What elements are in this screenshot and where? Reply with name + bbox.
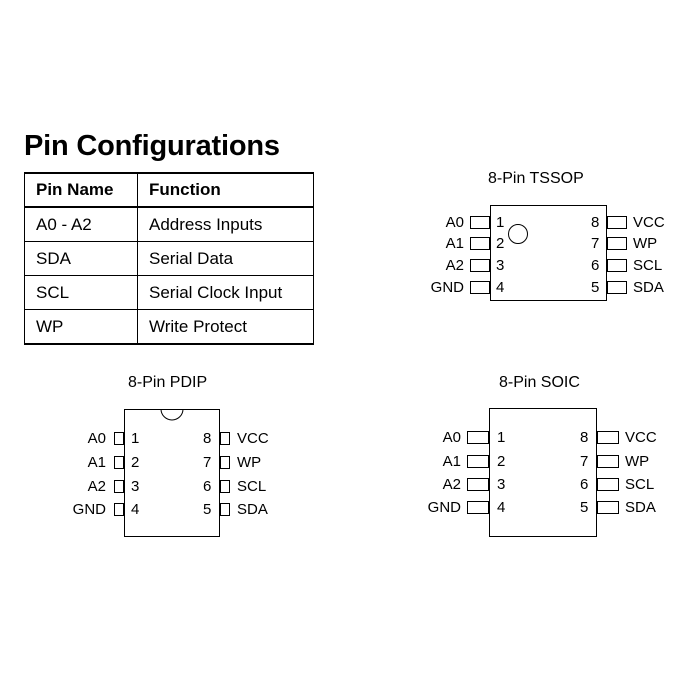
pin-lead xyxy=(470,259,490,272)
table-header-row xyxy=(25,173,314,207)
pin-label-gnd: GND xyxy=(430,279,464,296)
pin-label-vcc: VCC xyxy=(237,430,269,447)
table-cell-pin-name: A0 - A2 xyxy=(25,207,138,242)
pin-label-a1: A1 xyxy=(442,453,461,470)
pdip-title: 8-Pin PDIP xyxy=(128,374,208,391)
pin-label-gnd: GND xyxy=(427,499,461,516)
pin-number: 8 xyxy=(203,430,212,447)
pin-number: 2 xyxy=(131,454,140,471)
pin-lead xyxy=(114,480,124,493)
pin-label-vcc: VCC xyxy=(625,429,657,446)
column-header-pin-name: Pin Name xyxy=(25,173,138,207)
pin-lead xyxy=(597,455,619,468)
pin-lead xyxy=(220,456,230,469)
tssop-title: 8-Pin TSSOP xyxy=(488,170,584,187)
pin-number: 1 xyxy=(497,429,506,446)
pin-number: 6 xyxy=(203,478,212,495)
pin-number: 3 xyxy=(131,478,140,495)
pin-label-a1: A1 xyxy=(445,235,464,252)
pin-lead xyxy=(597,431,619,444)
pin-label-scl: SCL xyxy=(625,476,655,493)
pin-number: 7 xyxy=(580,453,589,470)
soic-title: 8-Pin SOIC xyxy=(499,374,580,391)
pin-label-scl: SCL xyxy=(633,257,663,274)
table-row xyxy=(25,310,314,345)
pin-lead xyxy=(220,432,230,445)
table-cell-function: Serial Data xyxy=(138,242,314,276)
pin-number: 5 xyxy=(580,499,589,516)
pin-number: 3 xyxy=(496,257,505,274)
pin-lead xyxy=(470,237,490,250)
pin-lead xyxy=(607,259,627,272)
pin-lead xyxy=(597,501,619,514)
pin-number: 2 xyxy=(497,453,506,470)
pin-number: 4 xyxy=(497,499,506,516)
pin-number: 1 xyxy=(496,214,505,231)
table-cell-function: Write Protect xyxy=(138,310,314,345)
tssop-chip-body xyxy=(490,205,607,301)
pin-lead xyxy=(220,480,230,493)
pin-lead xyxy=(467,455,489,468)
pin-lead xyxy=(607,237,627,250)
pin-label-a2: A2 xyxy=(87,478,106,495)
pin-number: 3 xyxy=(497,476,506,493)
pin-lead xyxy=(607,281,627,294)
pin-number: 5 xyxy=(203,501,212,518)
soic-chip-body xyxy=(489,408,597,537)
pin-lead xyxy=(467,431,489,444)
pin-number: 1 xyxy=(131,430,140,447)
pin-lead xyxy=(470,216,490,229)
pin-label-vcc: VCC xyxy=(633,214,665,231)
pin-label-scl: SCL xyxy=(237,478,267,495)
pin-label-wp: WP xyxy=(625,453,650,470)
pin-lead xyxy=(114,456,124,469)
table-row xyxy=(25,276,314,310)
pin-number: 7 xyxy=(203,454,212,471)
pin-number: 4 xyxy=(496,279,505,296)
table-cell-function: Serial Clock Input xyxy=(138,276,314,310)
table-cell-pin-name: WP xyxy=(25,310,138,345)
pin-label-gnd: GND xyxy=(72,501,106,518)
table-row xyxy=(25,242,314,276)
pin-number: 6 xyxy=(580,476,589,493)
pin-number: 6 xyxy=(591,257,600,274)
pin-label-a0: A0 xyxy=(442,429,461,446)
pin-number: 4 xyxy=(131,501,140,518)
pin-number: 8 xyxy=(580,429,589,446)
pin-label-a2: A2 xyxy=(442,476,461,493)
pin-label-wp: WP xyxy=(633,235,658,252)
pin1-dot-marker xyxy=(508,224,528,244)
pin-number: 5 xyxy=(591,279,600,296)
table-cell-pin-name: SCL xyxy=(25,276,138,310)
pin-lead xyxy=(467,501,489,514)
pin-lead xyxy=(467,478,489,491)
pin-lead xyxy=(114,503,124,516)
pin-lead xyxy=(597,478,619,491)
pin-lead xyxy=(470,281,490,294)
pin-label-sda: SDA xyxy=(237,501,268,518)
pin-number: 2 xyxy=(496,235,505,252)
pin-number: 8 xyxy=(591,214,600,231)
pin-lead xyxy=(114,432,124,445)
pin-label-a2: A2 xyxy=(445,257,464,274)
pin-lead xyxy=(220,503,230,516)
pin-label-a0: A0 xyxy=(87,430,106,447)
table-cell-function: Address Inputs xyxy=(138,207,314,242)
pin-lead xyxy=(607,216,627,229)
page-title: Pin Configurations xyxy=(24,130,280,162)
pin-label-sda: SDA xyxy=(633,279,664,296)
column-header-function: Function xyxy=(138,173,314,207)
pin-label-wp: WP xyxy=(237,454,262,471)
pin-label-a0: A0 xyxy=(445,214,464,231)
pin-table xyxy=(24,172,314,345)
pin-number: 7 xyxy=(591,235,600,252)
pin-label-a1: A1 xyxy=(87,454,106,471)
pin-label-sda: SDA xyxy=(625,499,656,516)
table-cell-pin-name: SDA xyxy=(25,242,138,276)
table-row xyxy=(25,207,314,242)
notch-marker xyxy=(160,409,184,423)
